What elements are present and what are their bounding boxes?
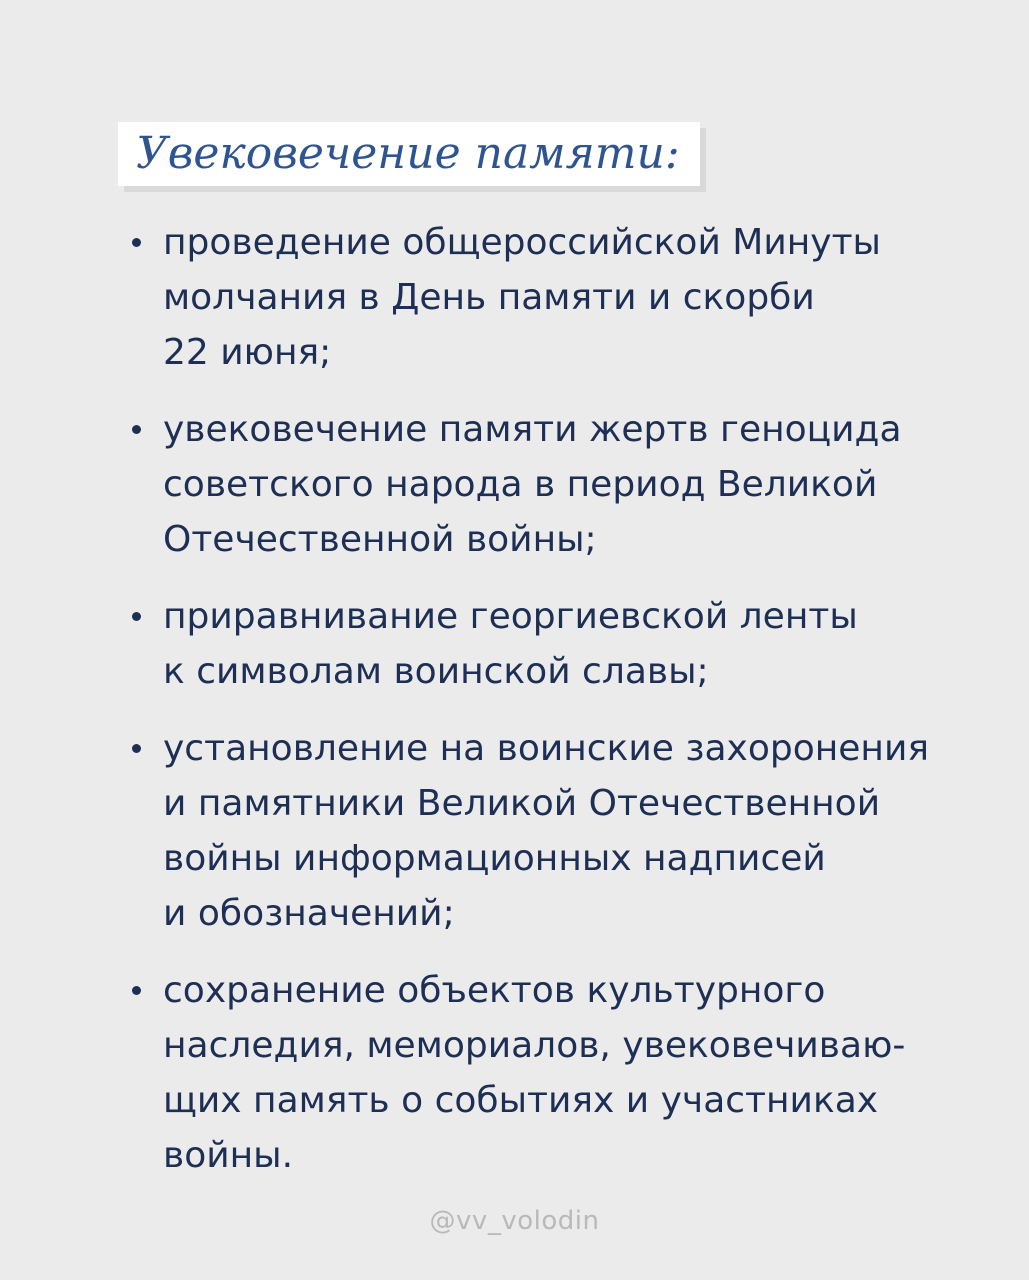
list-item [128,402,988,567]
bullet-icon [132,238,141,247]
list-item-line: 22 июня; [163,332,332,373]
list-item-line: увековечение памяти жертв геноцида [163,409,902,450]
list-item-line: к символам воинской славы; [163,651,709,692]
memorial-list [128,215,988,1205]
list-item-line: проведение общероссийской Минуты [163,222,881,263]
list-item-line: и обозначений; [163,893,455,934]
list-item-line: приравнивание георгиевской ленты [163,596,858,637]
list-item-line: молчания в День памяти и скорби [163,277,815,318]
list-item [128,963,988,1183]
list-item-line: войны информационных надписей [163,838,826,879]
list-item-line: и памятники Великой Отечественной [163,783,881,824]
page-title: Увековечение памяти: [136,128,680,179]
list-item-line: войны. [163,1135,294,1176]
list-item [128,721,988,941]
list-item-line: щих память о событиях и участниках [163,1080,879,1121]
bullet-icon [132,425,141,434]
bullet-icon [132,744,141,753]
list-item [128,215,988,380]
list-item [128,589,988,699]
list-item-line: сохранение объектов культурного [163,970,826,1011]
list-item-line: установление на воинские захоронения [163,728,930,769]
list-item-line: Отечественной войны; [163,519,597,560]
bullet-icon [132,986,141,995]
list-item-line: наследия, мемориалов, увековечиваю- [163,1025,906,1066]
bullet-icon [132,612,141,621]
title-box [118,122,700,186]
list-item-line: советского народа в период Великой [163,464,878,505]
author-handle: @vv_volodin [429,1206,600,1236]
